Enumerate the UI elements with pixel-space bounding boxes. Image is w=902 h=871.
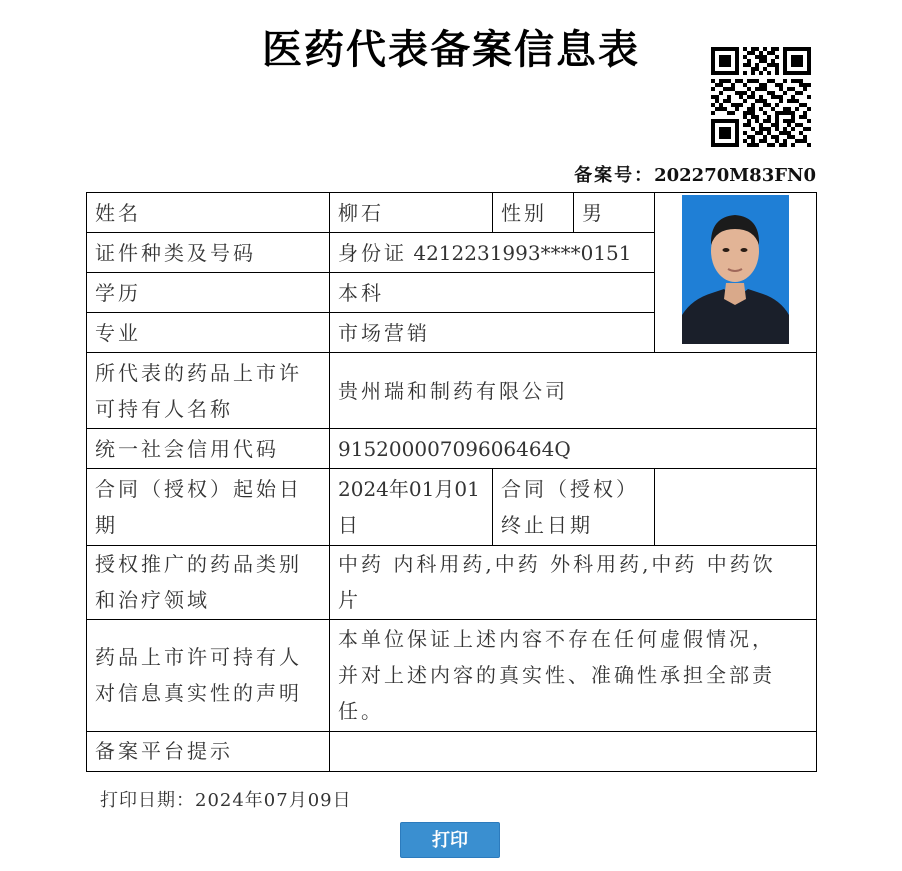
id-value xyxy=(330,233,655,273)
statement-label xyxy=(87,619,330,731)
major-label: 专业 xyxy=(87,313,330,353)
table-row xyxy=(87,731,817,771)
table-row xyxy=(87,193,817,233)
statement-value xyxy=(330,619,817,731)
gender-value: 男 xyxy=(574,193,655,233)
statement-value-line: 任。 xyxy=(338,699,384,724)
start-date-value-line: 2024年01月01 xyxy=(338,477,480,501)
statement-label-line: 对信息真实性的声明 xyxy=(95,681,302,706)
start-date-label xyxy=(87,469,330,545)
statement-value-line: 本单位保证上述内容不存在任何虚假情况， xyxy=(338,627,775,652)
credit-code-value: 91520000709606464Q xyxy=(330,429,817,469)
tip-value xyxy=(330,731,817,771)
statement-value-line: 并对上述内容的真实性、准确性承担全部责 xyxy=(338,663,775,688)
tip-label: 备案平台提示 xyxy=(87,731,330,771)
holder-label xyxy=(87,353,330,429)
table-row xyxy=(87,619,817,731)
end-date-label-line: 合同（授权） xyxy=(501,477,639,501)
end-date-label xyxy=(493,469,655,545)
holder-label-line: 所代表的药品上市许 xyxy=(95,360,302,385)
education-label: 学历 xyxy=(87,273,330,313)
id-number: 4212231993****0151 xyxy=(413,240,632,265)
credit-code-label: 统一社会信用代码 xyxy=(87,429,330,469)
start-date-value-line: 日 xyxy=(338,513,358,537)
table-row xyxy=(87,469,817,545)
scope-value xyxy=(330,545,817,619)
start-date-label-line: 合同（授权）起始日 xyxy=(95,477,302,501)
scope-value-line: 片 xyxy=(338,588,361,613)
table-row xyxy=(87,545,817,619)
holder-value: 贵州瑞和制药有限公司 xyxy=(330,353,817,429)
person-photo xyxy=(682,195,789,344)
id-label: 证件种类及号码 xyxy=(87,233,330,273)
page-title: 医药代表备案信息表 xyxy=(262,26,640,73)
scope-label-line: 授权推广的药品类别 xyxy=(95,552,302,577)
qr-code-icon xyxy=(711,47,811,147)
id-type: 身份证 xyxy=(338,240,407,265)
end-date-label-line: 终止日期 xyxy=(501,513,593,537)
table-row xyxy=(87,353,817,429)
name-value: 柳石 xyxy=(330,193,493,233)
education-value: 本科 xyxy=(330,273,655,313)
gender-label: 性别 xyxy=(493,193,574,233)
name-label: 姓名 xyxy=(87,193,330,233)
print-button[interactable]: 打印 xyxy=(400,822,500,858)
table-row xyxy=(87,429,817,469)
holder-label-line: 可持有人名称 xyxy=(95,396,233,421)
start-date-value xyxy=(330,469,493,545)
record-number-value: 202270M83FN0 xyxy=(654,165,816,186)
photo-cell xyxy=(655,193,817,353)
scope-value-line: 中药 内科用药,中药 外科用药,中药 中药饮 xyxy=(338,552,776,577)
record-number xyxy=(560,161,816,187)
statement-label-line: 药品上市许可持有人 xyxy=(95,645,302,670)
scope-label xyxy=(87,545,330,619)
print-date: 打印日期：2024年07月09日 xyxy=(100,790,352,811)
major-value: 市场营销 xyxy=(330,313,655,353)
info-table xyxy=(86,192,817,772)
start-date-label-line: 期 xyxy=(95,513,118,537)
record-number-label: 备案号： xyxy=(574,165,655,186)
end-date-value xyxy=(655,469,817,545)
scope-label-line: 和治疗领域 xyxy=(95,588,210,613)
